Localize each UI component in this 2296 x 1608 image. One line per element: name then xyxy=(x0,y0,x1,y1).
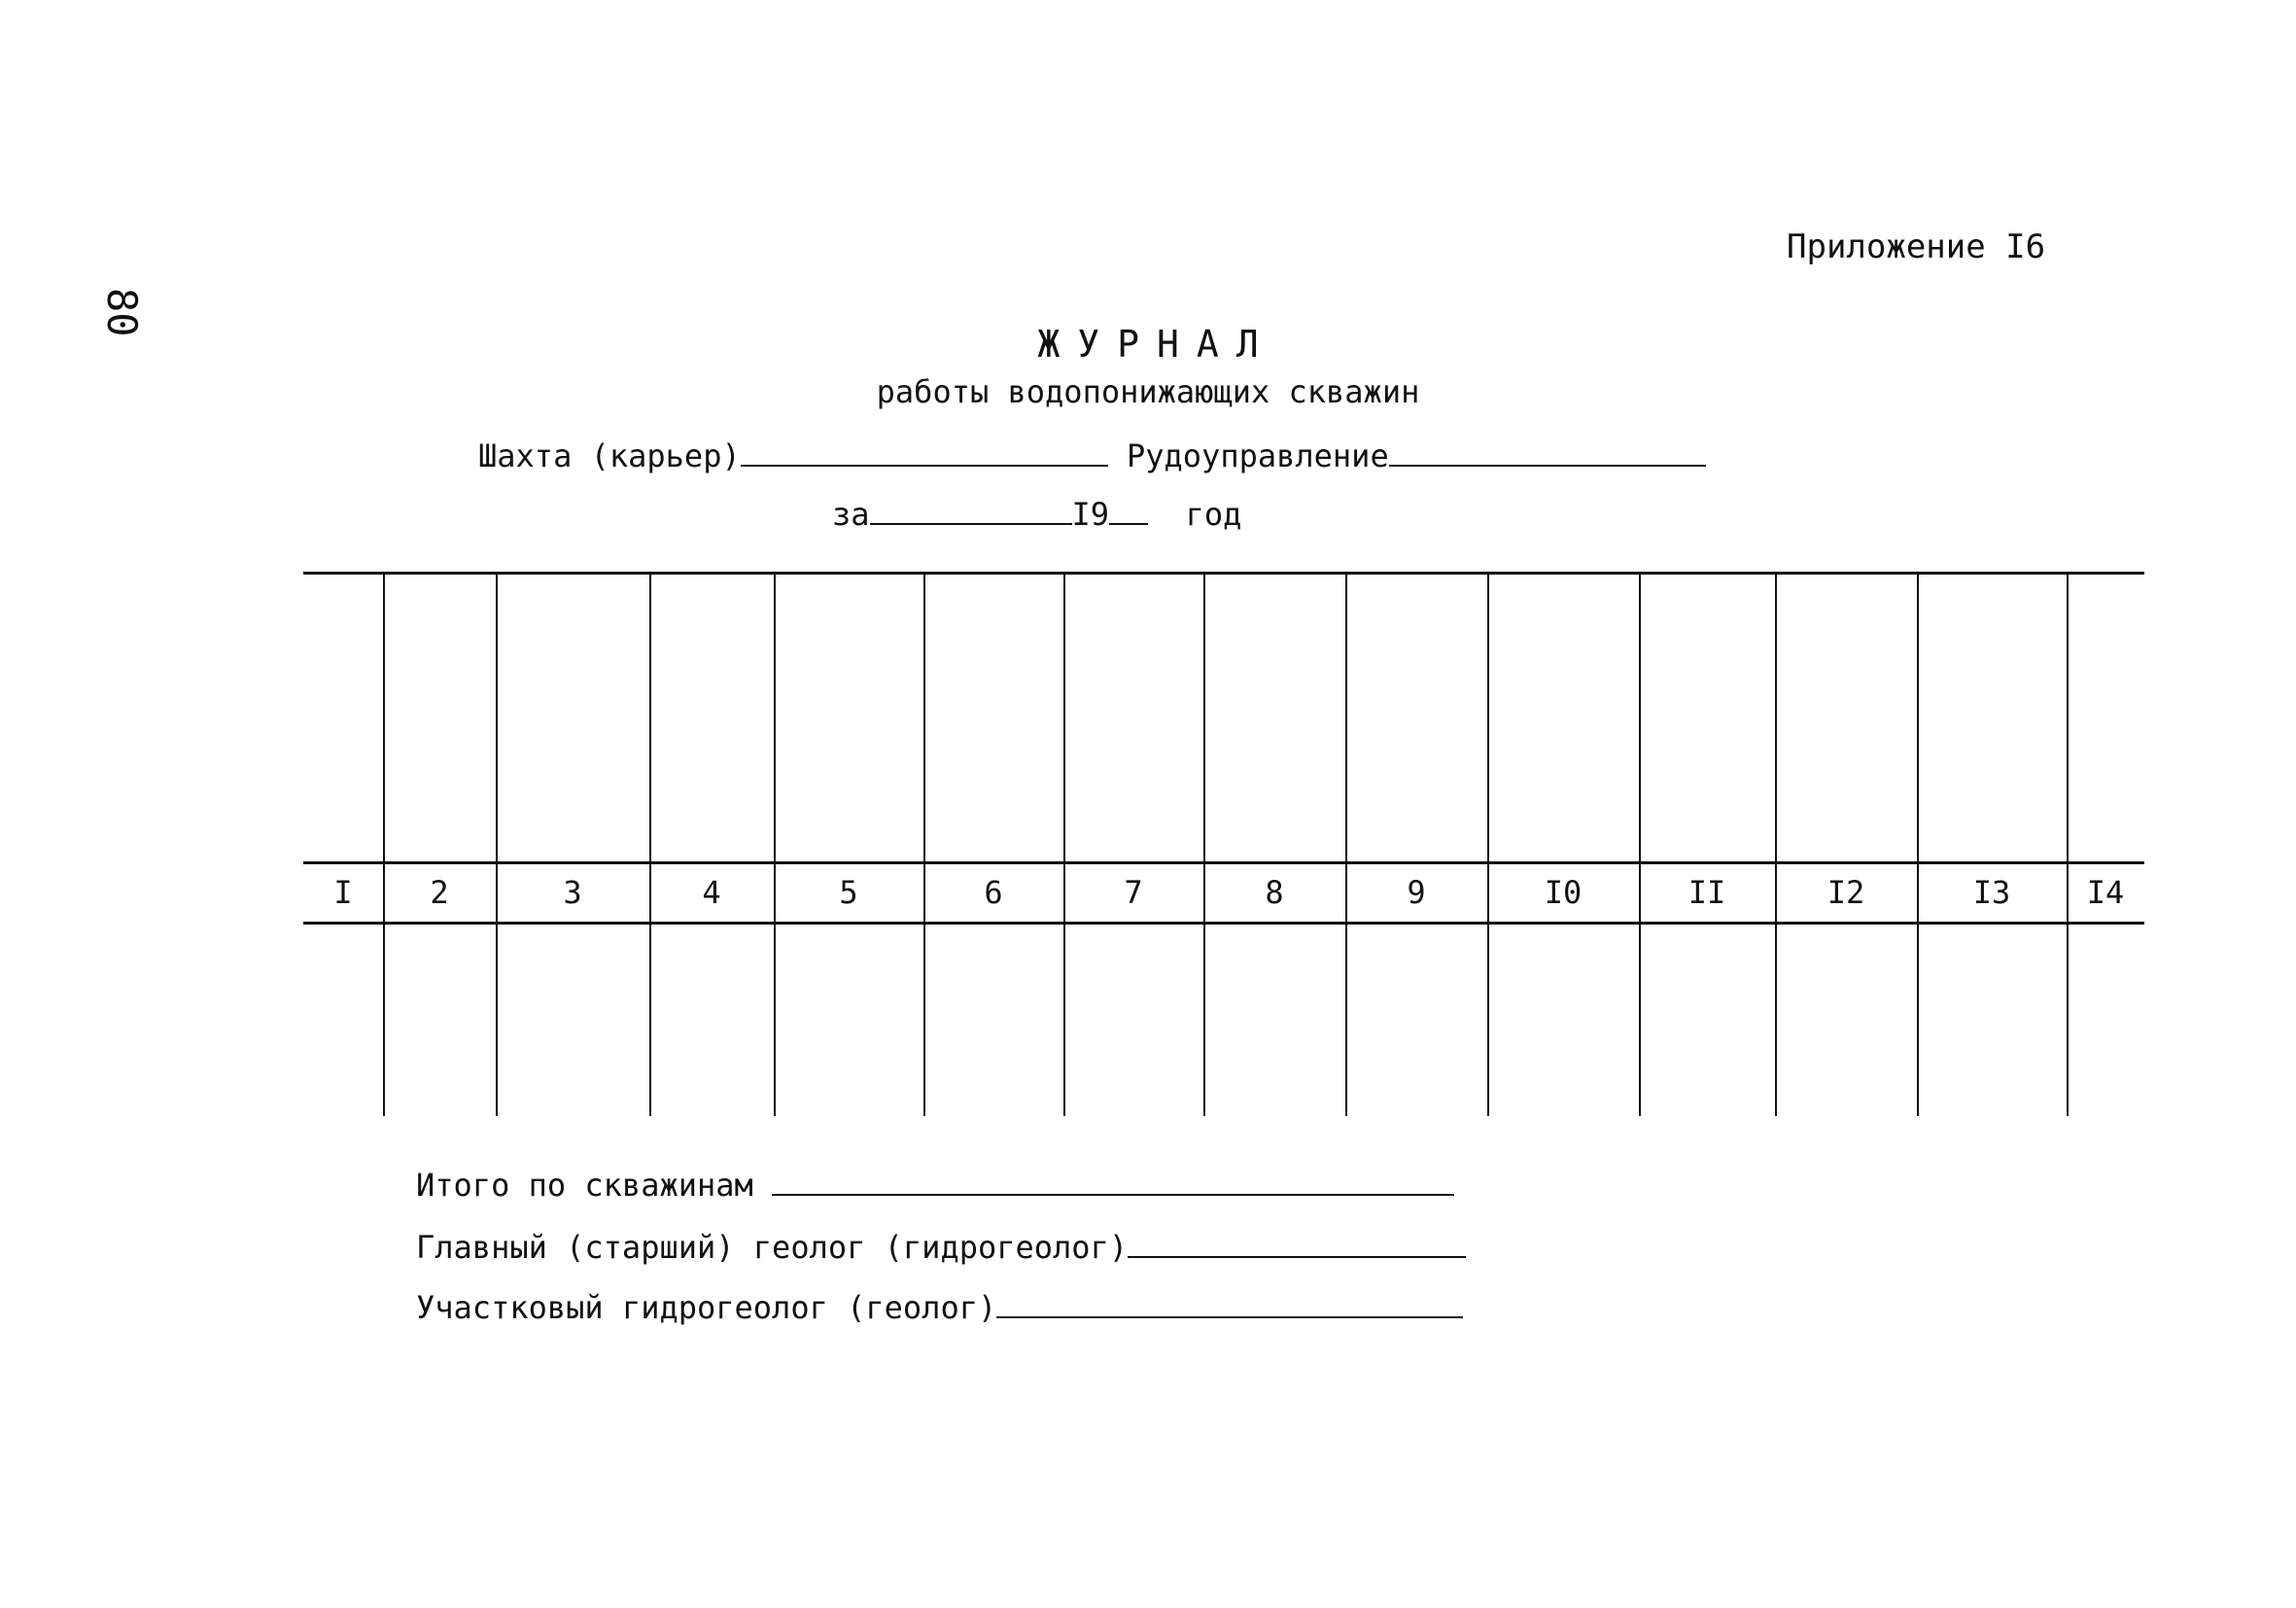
column-divider xyxy=(1203,572,1205,1116)
total-blank xyxy=(772,1165,1454,1196)
column-number: 4 xyxy=(702,874,721,911)
table-number-rule xyxy=(303,922,2144,925)
column-header-cell xyxy=(496,574,649,861)
page-number: 80 xyxy=(98,288,146,337)
chief-blank xyxy=(1128,1227,1466,1258)
footer-site-line xyxy=(416,1287,1463,1326)
column-number: I xyxy=(333,874,353,911)
column-header-cell xyxy=(2067,574,2144,861)
column-header-cell xyxy=(1639,574,1775,861)
period-prefix: за xyxy=(832,496,870,533)
year-blank xyxy=(1109,494,1148,525)
column-divider xyxy=(923,572,925,1116)
column-number: II xyxy=(1687,874,1726,911)
column-header-cell xyxy=(1775,574,1917,861)
column-number: 3 xyxy=(563,874,582,911)
mine-line xyxy=(478,436,1706,474)
department-blank xyxy=(1389,436,1706,467)
column-header-cell xyxy=(1203,574,1345,861)
column-divider xyxy=(1345,572,1347,1116)
mine-blank xyxy=(741,436,1108,467)
column-divider xyxy=(1063,572,1065,1116)
department-label: Рудоуправление xyxy=(1126,437,1389,474)
column-number: 6 xyxy=(984,874,1003,911)
period-blank xyxy=(870,494,1072,525)
column-header-cell xyxy=(1917,574,2067,861)
column-number: I3 xyxy=(1972,874,2011,911)
journal-title: ЖУРНАЛ xyxy=(1037,323,1276,366)
column-number: I4 xyxy=(2086,874,2125,911)
column-divider xyxy=(649,572,651,1116)
column-number: I2 xyxy=(1826,874,1865,911)
column-number: 8 xyxy=(1265,874,1284,911)
total-label: Итого по скважинам xyxy=(416,1167,753,1204)
column-header-cell xyxy=(1063,574,1203,861)
column-header-cell xyxy=(383,574,496,861)
year-prefix: I9 xyxy=(1071,496,1110,533)
column-divider xyxy=(1639,572,1641,1116)
column-divider xyxy=(1917,572,1919,1116)
appendix-label: Приложение I6 xyxy=(1787,227,2046,266)
footer-chief-line xyxy=(416,1227,1466,1266)
period-suffix: год xyxy=(1185,496,1242,533)
column-divider xyxy=(496,572,498,1116)
column-number: 5 xyxy=(839,874,858,911)
chief-label: Главный (старший) геолог (гидрогеолог) xyxy=(416,1229,1129,1266)
column-header-cell xyxy=(923,574,1063,861)
column-number: 2 xyxy=(430,874,449,911)
column-header-cell xyxy=(303,574,383,861)
period-line xyxy=(832,494,1241,533)
column-number: 7 xyxy=(1124,874,1143,911)
site-label: Участковый гидрогеолог (геолог) xyxy=(416,1289,997,1326)
column-header-cell xyxy=(1345,574,1487,861)
column-divider xyxy=(2067,572,2069,1116)
column-header-cell xyxy=(1487,574,1639,861)
column-number: 9 xyxy=(1407,874,1426,911)
column-number: I0 xyxy=(1544,874,1583,911)
column-header-cell xyxy=(649,574,774,861)
column-divider xyxy=(383,572,385,1116)
column-header-cell xyxy=(774,574,923,861)
column-divider xyxy=(1775,572,1777,1116)
column-divider xyxy=(774,572,776,1116)
journal-subtitle: работы водопонижающих скважин xyxy=(876,373,1420,410)
mine-label: Шахта (карьер) xyxy=(478,437,741,474)
column-divider xyxy=(1487,572,1489,1116)
footer-total-line xyxy=(416,1165,1454,1204)
site-blank xyxy=(996,1287,1463,1318)
